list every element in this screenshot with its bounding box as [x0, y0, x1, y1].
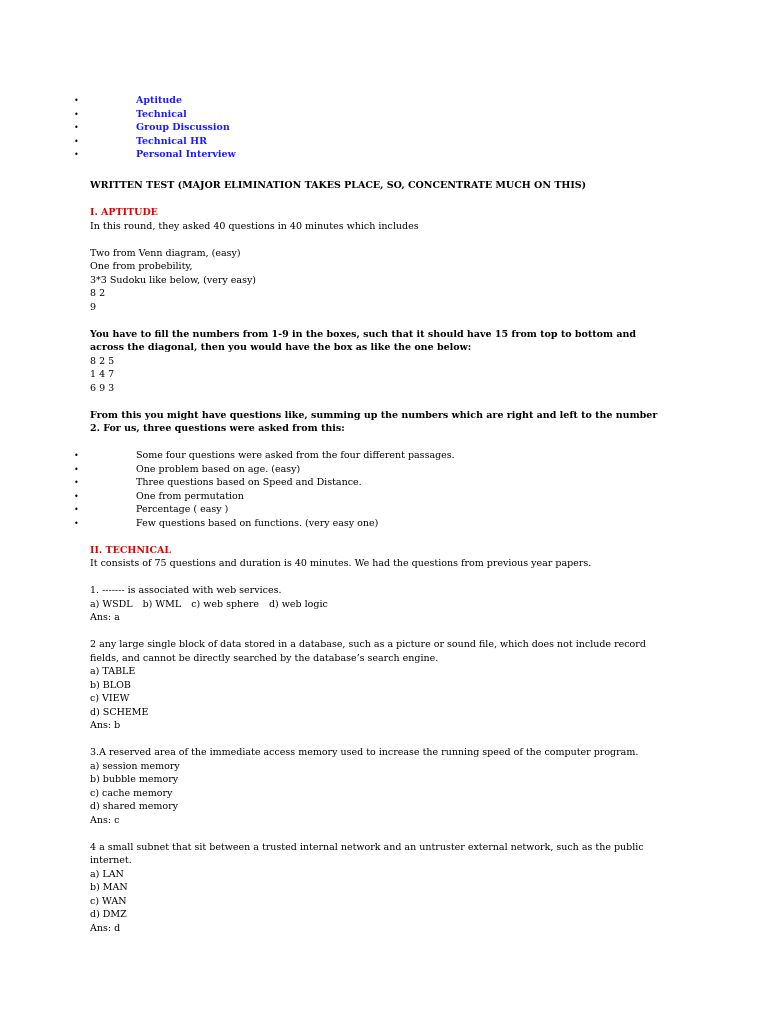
bullet-icon: • — [74, 451, 79, 460]
sudoku-instructions: You have to fill the numbers from 1-9 in the boxes, such that it should have 15 from top to bottom and across the diagonal, then you would have the box as like the one below: — [90, 328, 637, 353]
aptitude-line: Two from Venn diagram, (easy) — [90, 247, 241, 259]
list-item: • Three questions based on Speed and Distance. — [74, 477, 362, 488]
bullet-icon: • — [74, 491, 79, 501]
aptitude-heading: I. APTITUDE — [90, 207, 158, 218]
question-options-row — [90, 598, 670, 612]
sudoku-grid-row: 1 4 7 — [90, 369, 115, 380]
nav-link-technical-hr[interactable]: Technical HR — [136, 135, 207, 147]
sudoku-grid-row: 6 9 3 — [90, 382, 115, 394]
bullet-icon: • — [74, 150, 79, 159]
question-option: b) bubble memory — [90, 774, 179, 785]
question-text: 3.A reserved area of the immediate access memory used to increase the running speed of the computer program. — [90, 747, 639, 758]
bullet-icon: • — [74, 109, 79, 119]
question-option: d) shared memory — [90, 801, 178, 812]
nav-link-aptitude[interactable]: Aptitude — [136, 95, 182, 106]
document-content — [74, 179, 670, 935]
question-option: d) DMZ — [90, 909, 127, 920]
question-answer: Ans: c — [90, 814, 120, 826]
question-option: b) MAN — [90, 882, 128, 893]
bullet-icon: • — [74, 505, 79, 514]
aptitude-line: 3*3 Sudoku like below, (very easy) — [90, 274, 257, 286]
aptitude-line: One from probebility, — [90, 261, 193, 272]
bullet-icon: • — [74, 478, 79, 487]
aptitude-line: 9 — [90, 301, 97, 313]
question-option: c) web sphere — [191, 598, 259, 610]
question-option: b) WML — [142, 598, 182, 610]
question-option: a) WSDL — [90, 598, 133, 610]
question-text: 1. ------- is associated with web services. — [90, 585, 282, 596]
aptitude-line: 8 2 — [90, 288, 106, 299]
bullet-icon: • — [74, 96, 79, 105]
bullet-icon: • — [74, 464, 79, 474]
question-answer: Ans: b — [90, 720, 121, 731]
written-test-heading: WRITTEN TEST (MAJOR ELIMINATION TAKES PLACE, SO, CONCENTRATE MUCH ON THIS) — [90, 180, 587, 191]
nav-link-personal-interview[interactable]: Personal Interview — [136, 149, 236, 160]
nav-link-group-discussion[interactable]: Group Discussion — [136, 122, 230, 133]
sudoku-grid-row: 8 2 5 — [90, 355, 115, 367]
question-text: 2 any large single block of data stored in a database, such as a picture or sound file, which does not include record fields, and cannot be directly searched by the database’s search engine. — [90, 639, 646, 664]
question-option: c) WAN — [90, 895, 127, 907]
bullet-icon: • — [74, 136, 79, 146]
technical-intro: It consists of 75 questions and duration is 40 minutes. We had the questions from previous year papers. — [90, 558, 592, 569]
list-item: • Few questions based on functions. (very easy one) — [74, 517, 379, 529]
question-option: a) LAN — [90, 868, 124, 880]
nav-link-technical[interactable]: Technical — [136, 108, 187, 120]
question-option: a) session memory — [90, 760, 180, 772]
question-text: 4 a small subnet that sit between a trusted internal network and an untruster external network, such as the public internet. — [90, 841, 644, 866]
question-option: c) cache memory — [90, 787, 173, 799]
sudoku-questions-text: From this you might have questions like, summing up the numbers which are right and left to the number 2. For us, three questions were asked from this: — [90, 409, 658, 434]
aptitude-topics-list — [74, 449, 654, 530]
bullet-icon: • — [74, 123, 79, 132]
list-item: • One from permutation — [74, 490, 244, 502]
list-item: • Some four questions were asked from the four different passages. — [74, 450, 455, 461]
question-answer: Ans: a — [90, 612, 120, 623]
question-option: d) SCHEME — [90, 706, 149, 718]
question-option: c) VIEW — [90, 693, 130, 704]
aptitude-intro: In this round, they asked 40 questions in 40 minutes which includes — [90, 220, 419, 232]
question-option: d) web logic — [268, 598, 328, 610]
technical-heading: II. TECHNICAL — [90, 544, 172, 556]
question-answer: Ans: d — [90, 922, 121, 934]
list-item: • One problem based on age. (easy) — [74, 463, 301, 475]
question-option: a) TABLE — [90, 666, 136, 677]
bullet-icon: • — [74, 518, 79, 528]
question-option: b) BLOB — [90, 679, 131, 691]
list-item: • Percentage ( easy ) — [74, 504, 229, 515]
